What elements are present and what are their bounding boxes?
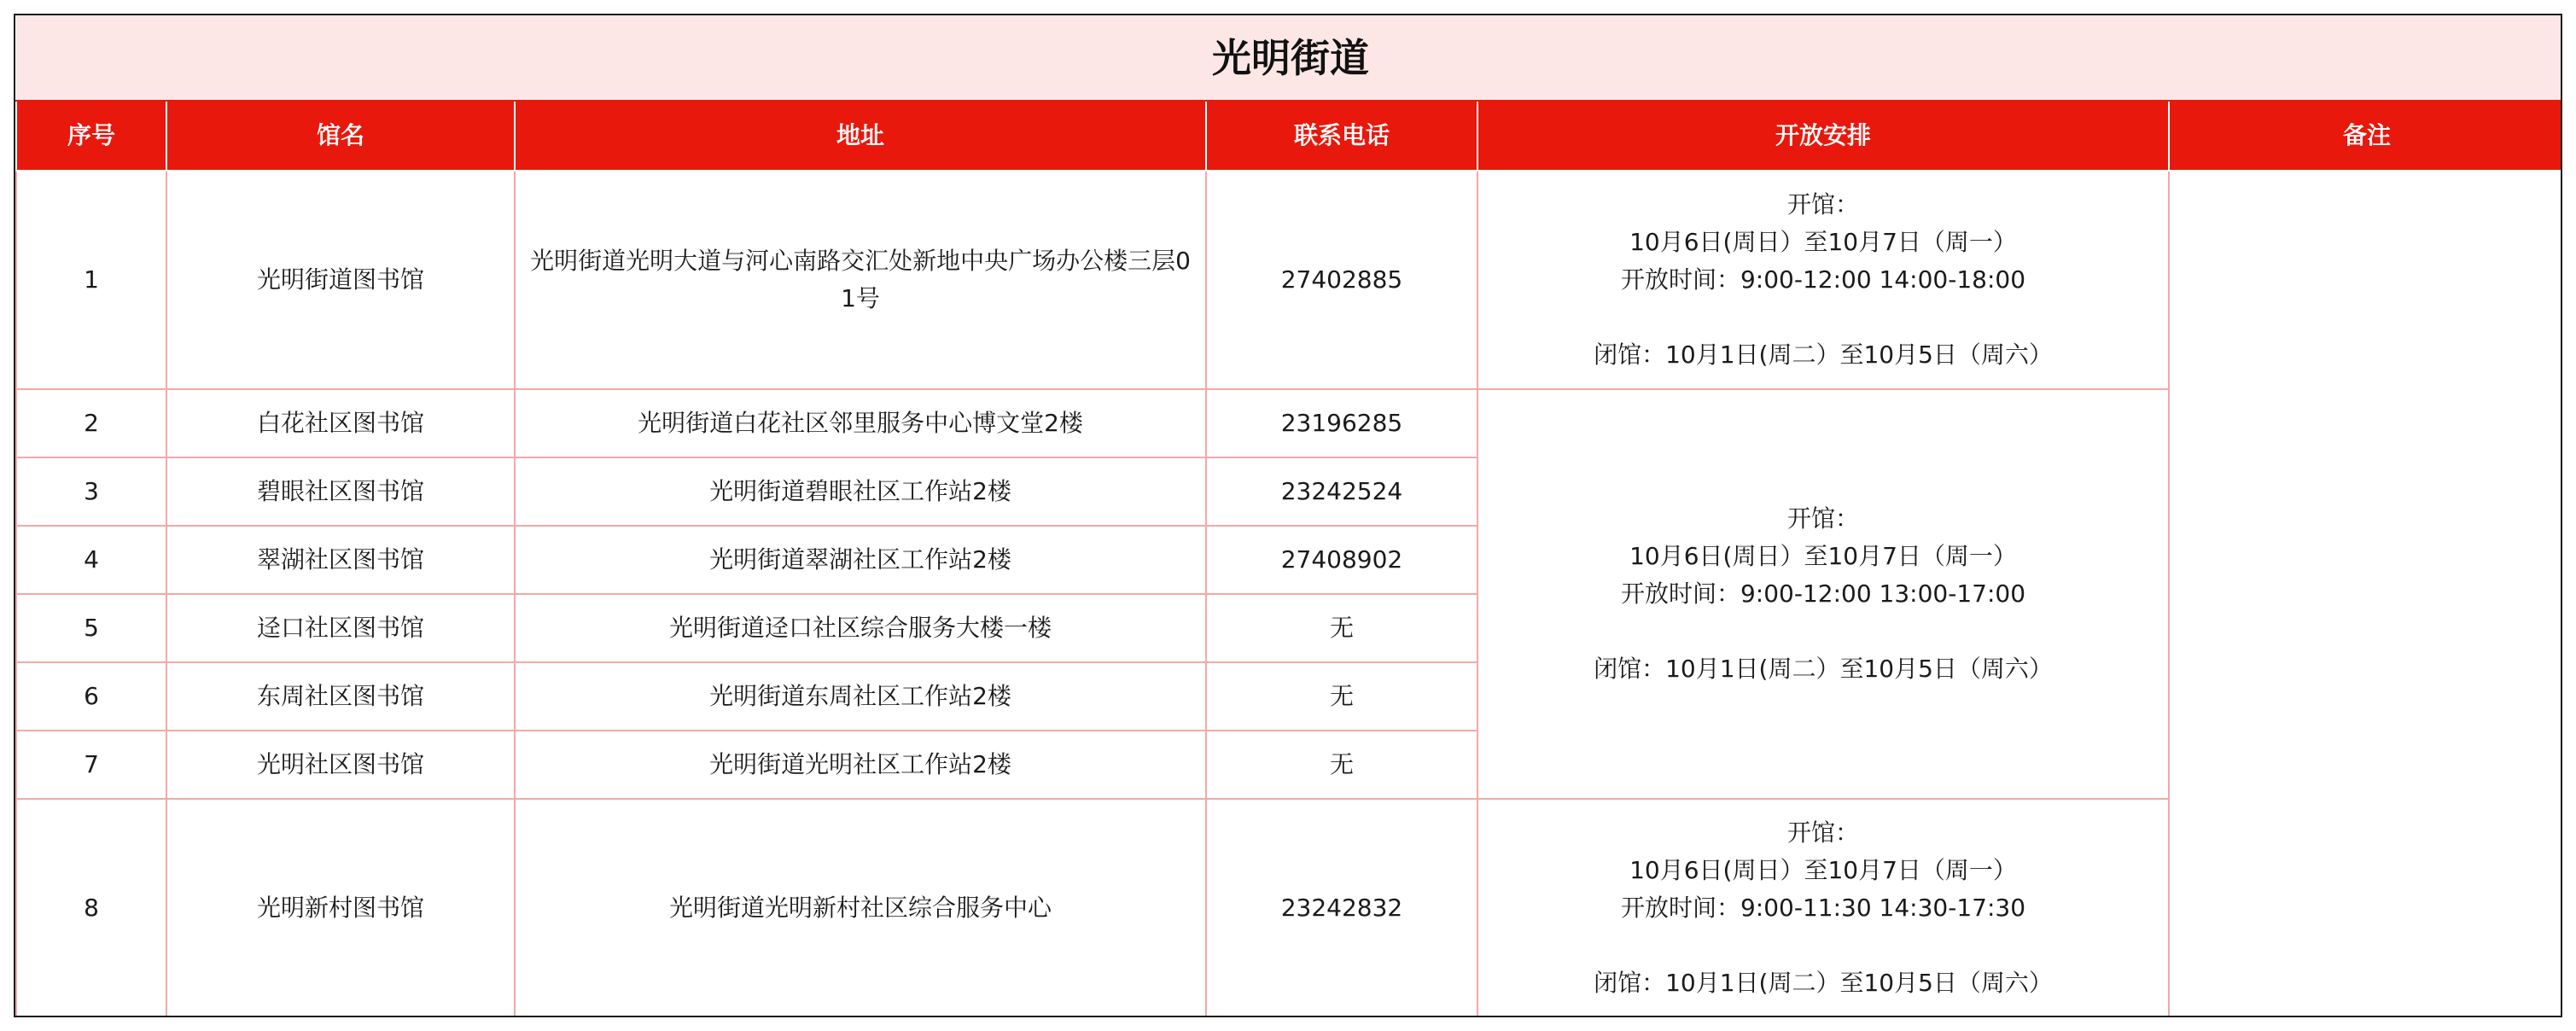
header-remark: 备注 <box>2169 101 2562 171</box>
row-library-name: 光明社区图书馆 <box>166 731 515 799</box>
title-row <box>16 15 2562 101</box>
sheet-title: 光明街道 <box>16 15 2562 101</box>
row-phone: 23242524 <box>1206 457 1477 526</box>
row-library-name: 光明街道图书馆 <box>166 171 515 389</box>
header-schedule: 开放安排 <box>1477 101 2169 171</box>
open-dates: 10月6日(周日）至10月7日（周一） <box>1629 228 2017 256</box>
open-hours: 开放时间：9:00-12:00 14:00-18:00 <box>1620 265 2026 294</box>
header-row <box>16 101 2562 171</box>
schedule-cell <box>1477 389 2169 799</box>
row-library-name: 迳口社区图书馆 <box>166 594 515 662</box>
closed-dates: 闭馆：10月1日(周二）至10月5日（周六） <box>1594 341 2053 369</box>
row-no: 5 <box>16 594 166 662</box>
row-no: 2 <box>16 389 166 457</box>
spacer <box>1489 927 2158 964</box>
row-phone: 无 <box>1206 594 1477 662</box>
closed-dates: 闭馆：10月1日(周二）至10月5日（周六） <box>1594 655 2053 683</box>
row-address: 光明街道迳口社区综合服务大楼一楼 <box>515 594 1206 662</box>
row-address: 光明街道东周社区工作站2楼 <box>515 662 1206 731</box>
open-label: 开馆： <box>1786 190 1859 218</box>
row-library-name: 翠湖社区图书馆 <box>166 526 515 594</box>
schedule-cell <box>1477 799 2169 1017</box>
row-no: 1 <box>16 171 166 389</box>
row-address: 光明街道光明社区工作站2楼 <box>515 731 1206 799</box>
header-name: 馆名 <box>166 101 515 171</box>
row-phone: 27408902 <box>1206 526 1477 594</box>
open-dates: 10月6日(周日）至10月7日（周一） <box>1629 856 2017 884</box>
schedule-cell <box>1477 171 2169 389</box>
row-no: 3 <box>16 457 166 526</box>
spacer <box>1489 613 2158 650</box>
open-label: 开馆： <box>1786 818 1859 847</box>
row-library-name: 光明新村图书馆 <box>166 799 515 1017</box>
open-dates: 10月6日(周日）至10月7日（周一） <box>1629 542 2017 570</box>
closed-dates: 闭馆：10月1日(周二）至10月5日（周六） <box>1594 969 2053 997</box>
table-row <box>16 171 2562 389</box>
library-table <box>15 15 2562 1017</box>
row-phone: 27402885 <box>1206 171 1477 389</box>
header-address: 地址 <box>515 101 1206 171</box>
open-hours: 开放时间：9:00-12:00 13:00-17:00 <box>1620 580 2026 608</box>
open-hours: 开放时间：9:00-11:30 14:30-17:30 <box>1620 894 2026 922</box>
row-phone: 23196285 <box>1206 389 1477 457</box>
row-phone: 无 <box>1206 731 1477 799</box>
row-no: 6 <box>16 662 166 731</box>
open-label: 开馆： <box>1786 504 1859 533</box>
row-address: 光明街道翠湖社区工作站2楼 <box>515 526 1206 594</box>
row-no: 4 <box>16 526 166 594</box>
row-library-name: 白花社区图书馆 <box>166 389 515 457</box>
row-library-name: 东周社区图书馆 <box>166 662 515 731</box>
row-address: 光明街道光明大道与河心南路交汇处新地中央广场办公楼三层01号 <box>515 171 1206 389</box>
row-no: 8 <box>16 799 166 1017</box>
row-phone: 23242832 <box>1206 799 1477 1017</box>
row-address: 光明街道白花社区邻里服务中心博文堂2楼 <box>515 389 1206 457</box>
row-no: 7 <box>16 731 166 799</box>
row-address: 光明街道碧眼社区工作站2楼 <box>515 457 1206 526</box>
row-phone: 无 <box>1206 662 1477 731</box>
spacer <box>1489 299 2158 336</box>
header-no: 序号 <box>16 101 166 171</box>
remark-cell <box>2169 171 2562 1017</box>
row-library-name: 碧眼社区图书馆 <box>166 457 515 526</box>
row-address: 光明街道光明新村社区综合服务中心 <box>515 799 1206 1017</box>
header-phone: 联系电话 <box>1206 101 1477 171</box>
library-schedule-sheet <box>14 14 2562 1017</box>
